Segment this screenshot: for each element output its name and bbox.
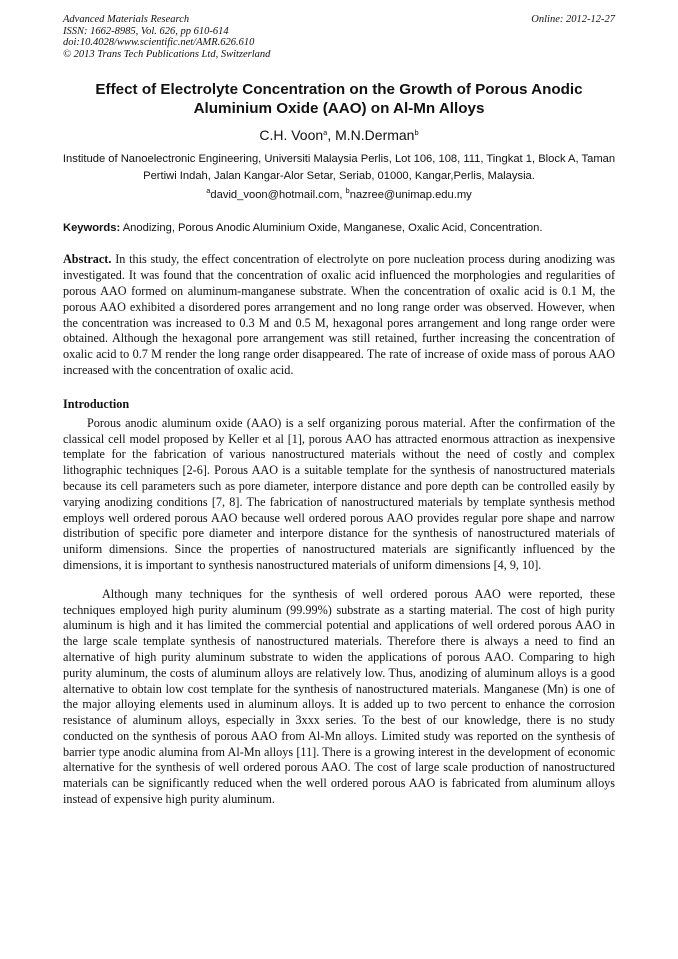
abstract-text: In this study, the effect concentration of electrolyte on pore nucleation process during anodizing was investigated. It was found that the concentration of oxalic acid influenced the morphologies and regularities of porous AAO formed on aluminum-manganese substrate. When the concentration of oxalic acid is 0.1 M, the porous AAO exhibited a disordered pores arrangement and no long range order was observed. However, when the concentration was increased to 0.3 M and 0.5 M, hexagonal pores arrangement and long range order were obtained. Although the hexagonal pore arrangement was still retained, further increasing the concentration of oxalic acid to 0.7 M render the long range order disappeared. The rate of increase of oxide mass of porous AAO increased with the concentration of oxalic acid. (63, 252, 615, 377)
publication-info (63, 14, 270, 60)
keywords-label: Keywords: (63, 222, 121, 235)
email-address: nazree@unimap.edu.my (349, 189, 472, 202)
copyright-line: © 2013 Trans Tech Publications Ltd, Switzerland (63, 48, 271, 60)
keywords-text: Anodizing, Porous Anodic Aluminium Oxide, Manganese, Oxalic Acid, Concentration. (120, 222, 543, 235)
email-list (63, 188, 615, 202)
email-address: david_voon@hotmail.com (210, 189, 340, 202)
affiliation: Institude of Nanoelectronic Engineering, Universiti Malaysia Perlis, Lot 106, 108, 111, Tingkat 1, Block A, Taman Pertiwi Indah, Jalan Kangar-Alor Setar, Seriab, 01000, Kangar,Perlis, Malaysia. (62, 153, 616, 183)
journal-name: Advanced Materials Research (63, 14, 190, 25)
doi-line: doi:10.4028/www.scientific.net/AMR.626.610 (63, 37, 255, 49)
running-header (63, 14, 615, 60)
author-name: C.H. Voon (259, 127, 324, 144)
author-superscript: b (414, 128, 419, 138)
paper-title: Effect of Electrolyte Concentration on the Growth of Porous Anodic Aluminium Oxide (AAO) on Al-Mn Alloys (95, 81, 583, 118)
email-superscript: b (345, 186, 350, 196)
section-heading-introduction: Introduction (63, 396, 130, 411)
author-superscript: a (323, 128, 328, 138)
body-paragraph: Porous anodic aluminum oxide (AAO) is a self organizing porous material. After the confirmation of the classical cell model proposed by Keller et al [1], porous AAO has attracted enormous attraction as inexpensive template for the fabrication of various nanostructured materials without the need of costly and complex lithographic techniques [2-6]. Porous AAO is a suitable template for the synthesis of nanostructured materials because its cell parameters such as pore diameter, interpore distance and pore depth can be controlled easily by varying anodizing conditions [7, 8]. The fabrication of nanostructured materials by template synthesis method employs well ordered porous AAO because well ordered porous AAO provides regular pore shape and narrow distribution of specific pore diameter and interpore distance for the synthesis of nanostructured materials of uniform dimensions. Since the properties of nanostructured materials are significantly influenced by the dimensions, it is important to synthesis nanostructured materials of uniform dimensions [4, 9, 10]. (63, 415, 615, 572)
email-separator: , (339, 189, 346, 202)
abstract-label: Abstract. (63, 252, 112, 267)
paper-page (63, 14, 615, 808)
author-list (63, 127, 615, 144)
online-date: Online: 2012-12-27 (531, 14, 615, 25)
issn-line: ISSN: 1662-8985, Vol. 626, pp 610-614 (63, 25, 229, 37)
author-name: M.N.Derman (335, 127, 415, 144)
abstract (63, 252, 615, 378)
email-superscript: a (206, 186, 211, 196)
body-paragraph: Although many techniques for the synthesis of well ordered porous AAO were reported, these techniques employed high purity aluminum (99.99%) substrate as a starting material. The cost of high purity aluminum is high and it has limited the commercial potential and applications of well ordered porous AAO in the large scale template synthesis of nanostructured materials. Therefore there is always a need to find an alternative of high purity aluminum substrate to widen the applications of porous AAO. Comparing to high purity aluminum, the costs of aluminum alloys are relatively low. Thus, anodizing of aluminum alloys is a good alternative to obtain low cost template for the synthesis of nanostructured materials. Manganese (Mn) is one of the major alloying elements used in aluminum alloys. It is added up to two percent to enhance the corrosion resistance of aluminum alloys, especially in 3xxx series. To the best of our knowledge, there is no study conducted on the synthesis of porous AAO from Al-Mn alloys. Limited study was reported on the synthesis of barrier type anodic alumina from Al-Mn alloys [11]. There is a growing interest in the development of economic alternative for the synthesis of well ordered porous AAO. The cost of large scale production of nanostructured materials can be significantly reduced when the well ordered porous AAO is fabricated from aluminum alloys instead of expensive high purity aluminum. (63, 586, 615, 807)
keywords (63, 221, 615, 235)
author-separator: , (327, 127, 336, 144)
